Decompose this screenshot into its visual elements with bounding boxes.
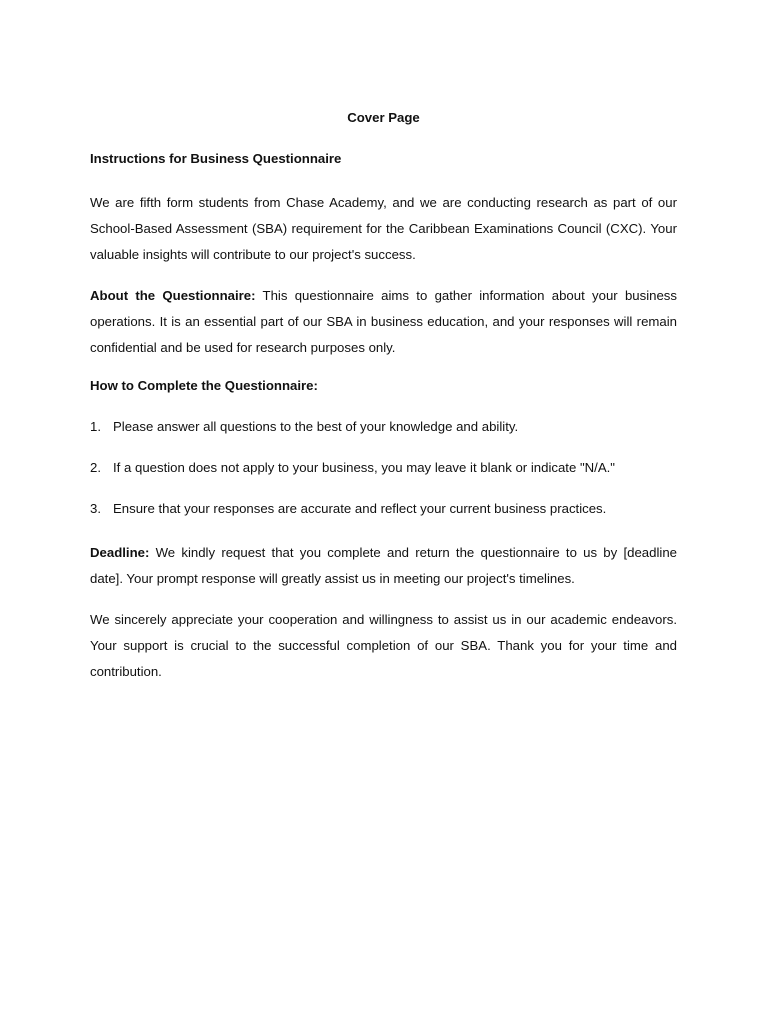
step-number: 2. [90,460,101,475]
closing-paragraph: We sincerely appreciate your cooperation and willingness to assist us in our academic endeavors. Your support is crucial to the successful completion of our SBA. Thank you for your time and contribution. [90,612,677,679]
document-body [90,108,677,700]
instruction-steps [90,417,677,518]
list-item [90,417,677,436]
step-number: 1. [90,419,101,434]
step-text: Please answer all questions to the best of your knowledge and ability. [113,419,519,434]
intro-paragraph: We are fifth form students from Chase Academy, and we are conducting research as part of our School-Based Assessment (SBA) requirement for the Caribbean Examinations Council (CXC). Your valuable insights will contribute to our project's success. [90,195,677,262]
about-paragraph [90,283,677,361]
list-item [90,499,677,518]
step-text: Ensure that your responses are accurate and reflect your current business practices. [113,501,607,516]
deadline-lead: Deadline: [90,545,150,560]
instructions-heading: Instructions for Business Questionnaire [90,151,342,166]
about-text: This questionnaire aims to gather information about your business operations. It is an essential part of our SBA in business education, and your responses will remain confidential and be used for research purposes only. [90,288,677,355]
step-text: If a question does not apply to your business, you may leave it blank or indicate "N/A." [113,460,615,475]
about-lead: About the Questionnaire: [90,288,256,303]
page-title: Cover Page [347,110,420,125]
how-to-heading: How to Complete the Questionnaire: [90,378,318,393]
list-item [90,458,677,477]
deadline-text: We kindly request that you complete and return the questionnaire to us by [deadline date]. Your prompt response will greatly assist us in meeting our project's timelines. [90,545,677,586]
deadline-paragraph [90,540,677,592]
step-number: 3. [90,501,101,516]
